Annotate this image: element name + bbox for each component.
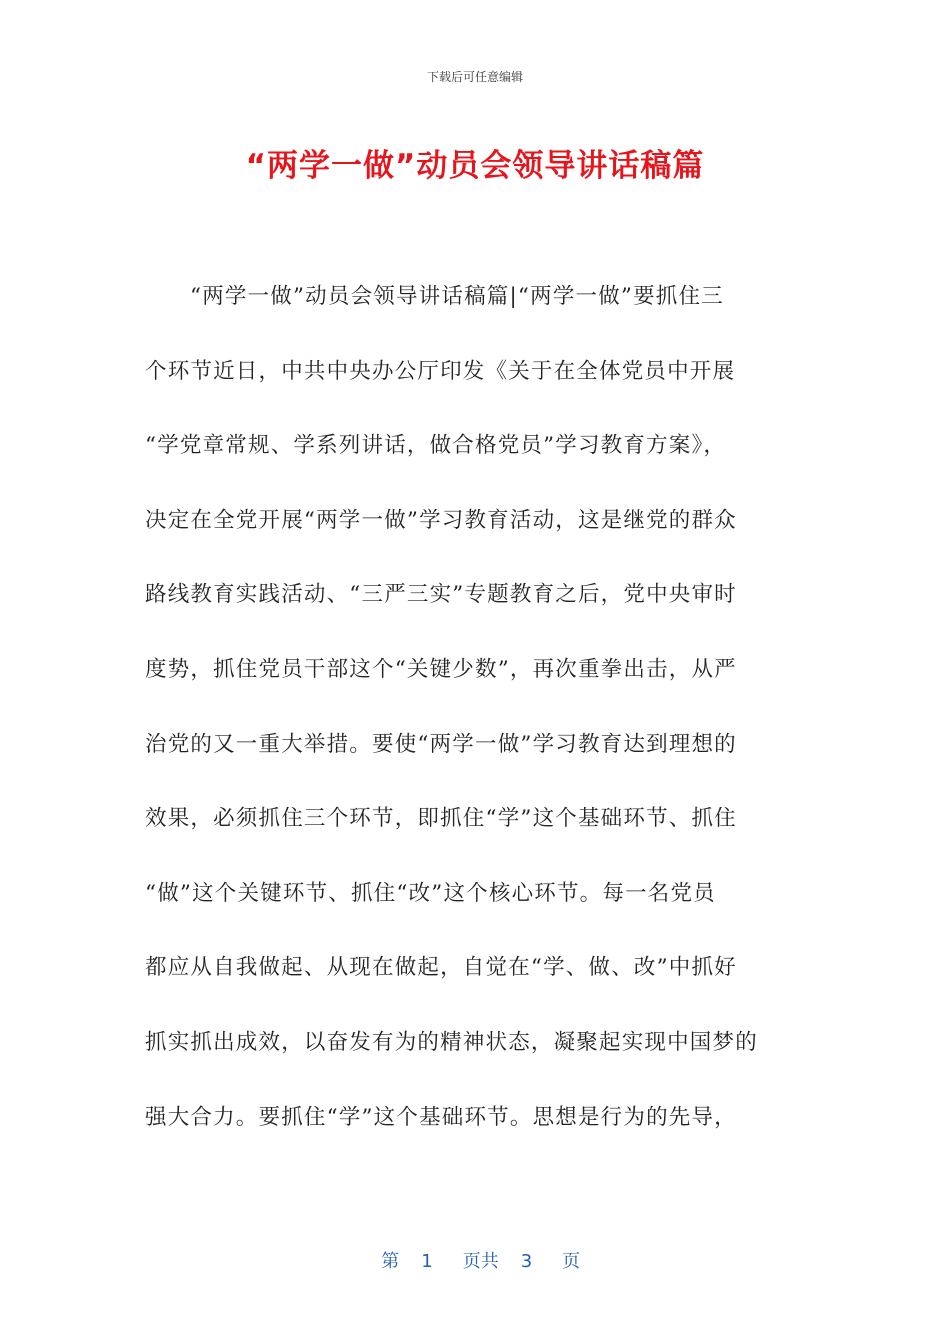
document-title: “两学一做”动员会领导讲话稿篇 <box>245 148 705 184</box>
document-body <box>145 277 805 1172</box>
body-line: 都应从自我做起、从现在做起，自觉在“学、做、改”中抓好 <box>145 955 737 981</box>
body-line: 强大合力。要抓住“学”这个基础环节。思想是行为的先导， <box>145 1104 737 1130</box>
body-line: 抓实抓出成效，以奋发有为的精神状态，凝聚起实现中国梦的 <box>145 1029 758 1055</box>
current-page-number: 1 <box>421 1251 433 1272</box>
body-line: 效果，必须抓住三个环节，即抓住“学”这个基础环节、抓住 <box>145 806 737 832</box>
body-line: “学党章常规、学系列讲话，做合格党员”学习教育方案》， <box>145 433 727 459</box>
footer-prefix: 第 <box>381 1251 400 1272</box>
body-line: 个环节近日，中共中央办公厅印发《关于在全体党员中开展 <box>145 358 736 384</box>
total-pages-number: 3 <box>520 1251 533 1272</box>
body-line: “两学一做”动员会领导讲话稿篇|“两学一做”要抓住三 <box>190 284 724 309</box>
body-line: “做”这个关键环节、抓住“改”这个核心环节。每一名党员 <box>145 880 716 906</box>
body-line: 决定在全党开展“两学一做”学习教育活动，这是继党的群众 <box>145 507 737 533</box>
download-note: 下载后可任意编辑 <box>426 70 523 84</box>
body-line: 度势，抓住党员干部这个“关键少数”，再次重拳出击，从严 <box>145 656 737 682</box>
body-line: 治党的又一重大举措。要使“两学一做”学习教育达到理想的 <box>145 731 737 757</box>
body-line: 路线教育实践活动、“三严三实”专题教育之后，党中央审时 <box>145 582 737 608</box>
footer-middle: 页共 <box>462 1251 499 1272</box>
footer-suffix: 页 <box>562 1251 581 1272</box>
page-footer <box>0 1226 950 1273</box>
